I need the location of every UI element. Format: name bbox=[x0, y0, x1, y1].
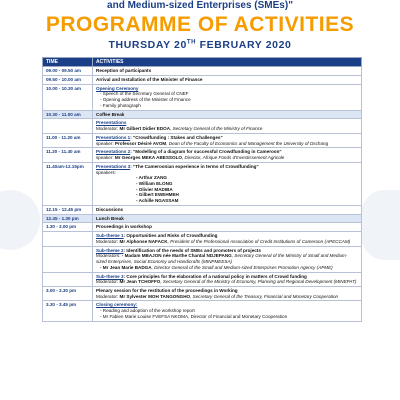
speaker-name: Professor Désiré AVOM bbox=[114, 140, 167, 146]
row-time: 09.00 - 09.50 am bbox=[43, 67, 93, 76]
row-activity: Lunch Break bbox=[93, 214, 362, 223]
row-activity: Proceedings in workshop bbox=[93, 223, 362, 232]
moderator-role: , Secretary General of the Ministry of Small and Medium-sized Enterprises, Social Economy and Handicrafts (MINPMEESA) bbox=[96, 253, 348, 265]
speaker-label: speaker: bbox=[96, 155, 115, 161]
table-row bbox=[43, 223, 362, 232]
moderator-name: - Madam MBAJON née Marthe Chantal NDJEPANG bbox=[121, 253, 232, 259]
table-row bbox=[43, 67, 362, 76]
moderator-name: Mr Jean TCHOFFO bbox=[119, 279, 161, 285]
row-activity bbox=[93, 301, 362, 321]
closing-ceremony-heading: Closing ceremony: bbox=[96, 302, 138, 308]
table-row bbox=[43, 84, 362, 110]
table-row bbox=[43, 110, 362, 119]
table-row bbox=[43, 232, 362, 246]
row-time: 10.30 - 11.00 am bbox=[43, 110, 93, 119]
table-row bbox=[43, 301, 362, 321]
table-row bbox=[43, 246, 362, 272]
list-item: - Reading and adoption of the workshop report bbox=[100, 308, 195, 314]
list-item: - Mr Fabien Marie Louise FVEFSA NKOMA, Director of Financial and Monetary Cooperation bbox=[100, 313, 288, 319]
row-time: 3.00 - 3.30 pm bbox=[43, 287, 93, 301]
event-date bbox=[0, 39, 400, 51]
row-activity bbox=[93, 148, 362, 162]
speaker-label: speaker: bbox=[96, 140, 115, 146]
row-time: 11.20 - 11.40 am bbox=[43, 148, 93, 162]
subtheme-title: : Core principles for the elaboration of a national policy in matters of Crowd funding bbox=[123, 273, 307, 279]
programme-table bbox=[42, 57, 362, 322]
opening-ceremony-heading: Opening Ceremony bbox=[96, 85, 139, 91]
row-time bbox=[43, 246, 93, 272]
row-time: 12.15 - 12.45 pm bbox=[43, 205, 93, 214]
moderator-name: Mr Sylvester MOH TANGONGHO bbox=[119, 293, 191, 299]
row-time bbox=[43, 232, 93, 246]
list-item: - Opening address of the Minister of Finance bbox=[100, 97, 191, 103]
moderator-name: Mr Gilbert Didier EDOA bbox=[119, 126, 171, 132]
subtheme-label: Sub-theme 2 bbox=[96, 247, 124, 253]
background-decoration-right bbox=[360, 190, 400, 260]
row-activity: Discussions bbox=[93, 205, 362, 214]
row-activity bbox=[93, 246, 362, 272]
row-activity bbox=[93, 84, 362, 110]
subtheme-label: Sub-theme 3 bbox=[96, 273, 124, 279]
row-activity: Reception of participants bbox=[93, 67, 362, 76]
page-title: PROGRAMME OF ACTIVITIES bbox=[45, 13, 355, 36]
moderator-role: , President of the Professional Association of Credit Institutions of Cameroon (APECCAM) bbox=[167, 238, 351, 244]
row-activity: Arrival and Installation of the Minister of Finance bbox=[93, 75, 362, 84]
row-time: 09.50 - 10.00 am bbox=[43, 75, 93, 84]
row-activity bbox=[93, 162, 362, 205]
speaker-name: - Olivier MADIBA bbox=[136, 186, 173, 192]
row-activity bbox=[93, 232, 362, 246]
presentations-heading: Presentations bbox=[96, 120, 127, 126]
speaker-role: , Dean of the Faculty of Economics and Management the University of Dschang bbox=[166, 140, 329, 146]
table-row bbox=[43, 119, 362, 133]
table-row bbox=[43, 162, 362, 205]
event-date-rest: FEBRUARY 2020 bbox=[196, 39, 292, 51]
moderator-name: - Mr Jean Marie BADGA bbox=[100, 264, 152, 270]
subtheme-title: : Identification of the needs of SMEs and promoters of projects bbox=[123, 247, 261, 253]
speaker-name: - William ELONG bbox=[136, 181, 173, 186]
moderator-label: Moderator: bbox=[96, 279, 120, 285]
row-activity bbox=[93, 119, 362, 133]
event-subtitle-text: and Medium-sized Enterprises (SMEs)" bbox=[107, 0, 293, 11]
event-date-suffix: TH bbox=[186, 39, 197, 46]
moderator-entry bbox=[96, 265, 358, 271]
table-row bbox=[43, 148, 362, 162]
row-time bbox=[43, 119, 93, 133]
speaker-name: Mr Georges MEKA ABESSOLO bbox=[114, 155, 182, 161]
moderator-name: Mr Alphonse NAFACK bbox=[119, 238, 168, 244]
moderator-role: , Secretary General of the Ministry of Economy, Planning and Regional Development (MINEPAT) bbox=[160, 279, 357, 285]
row-time: 11.40am-12.15pm bbox=[43, 162, 93, 205]
table-row bbox=[43, 287, 362, 301]
row-time: 10.00 - 10.30 am bbox=[43, 84, 93, 110]
presentation-label: Presentations 2 bbox=[96, 149, 131, 155]
presentation-title: : "The Cameroonian experience in terms of Crowdfunding" bbox=[130, 163, 259, 169]
speaker-label: speakers: bbox=[96, 169, 116, 175]
row-time: 1.30 - 3.00 pm bbox=[43, 223, 93, 232]
table-row bbox=[43, 75, 362, 84]
moderator-role: , Director General of the Small and Medium-sized Enterprises Promotion Agency (APME) bbox=[151, 264, 333, 270]
moderator-role: , Secretary General of the Ministry of Finance bbox=[170, 126, 263, 132]
presentation-title: : "Modelling of a diagram for successful Crowdfunding in Cameroon" bbox=[130, 149, 282, 155]
table-header-row bbox=[43, 58, 362, 67]
speaker-role: , Director, Afrique Fonds d'Investissement Agricole bbox=[181, 155, 285, 161]
plenary-session-title: Plenary session for the restitution of the proceedings in Working bbox=[96, 288, 238, 294]
list-item: - Speech of the Secretary General of CNEF bbox=[100, 91, 189, 97]
row-time bbox=[43, 272, 93, 286]
speaker-name: - Gilbert EWEHMEH bbox=[136, 192, 179, 198]
speaker-name: - Arthur ZANG bbox=[136, 175, 167, 181]
list-item: - Family photograph bbox=[100, 102, 141, 108]
moderator-label: Moderator: bbox=[96, 293, 120, 299]
event-date-day: THURSDAY 20 bbox=[108, 39, 187, 51]
table-row bbox=[43, 272, 362, 286]
row-activity bbox=[93, 287, 362, 301]
event-subtitle bbox=[0, 0, 400, 12]
row-activity bbox=[93, 133, 362, 147]
moderator-label: Moderator: bbox=[96, 238, 120, 244]
table-row bbox=[43, 214, 362, 223]
table-row bbox=[43, 205, 362, 214]
row-activity bbox=[93, 272, 362, 286]
moderator-role: , Secretary General of the Treasury, Financial and Monetary Cooperation bbox=[190, 293, 339, 299]
row-activity: Coffee Break bbox=[93, 110, 362, 119]
moderator-label: Moderators: bbox=[96, 253, 122, 259]
subtheme-title: : Opportunities and Risks of Crowdfunding bbox=[123, 233, 218, 239]
moderator-label: Moderator: bbox=[96, 126, 120, 132]
row-time: 12.45 - 1.30 pm bbox=[43, 214, 93, 223]
table-row bbox=[43, 133, 362, 147]
speaker-name: - Achille NGASSAM bbox=[136, 198, 179, 204]
row-time: 3.30 - 3.45 pm bbox=[43, 301, 93, 321]
row-time: 11.00 - 11.20 am bbox=[43, 133, 93, 147]
activities-column-header: ACTIVITIES bbox=[93, 58, 362, 67]
background-decoration-left bbox=[0, 190, 40, 250]
subtheme-label: Sub-theme 1 bbox=[96, 233, 124, 239]
presentation-label: Presentations 1 bbox=[96, 134, 131, 140]
presentation-title: : "Crowdfunding : Stakes and Challenges" bbox=[130, 134, 223, 140]
presentation-label: Presentations 3 bbox=[96, 163, 131, 169]
time-column-header: TIME bbox=[43, 58, 93, 67]
